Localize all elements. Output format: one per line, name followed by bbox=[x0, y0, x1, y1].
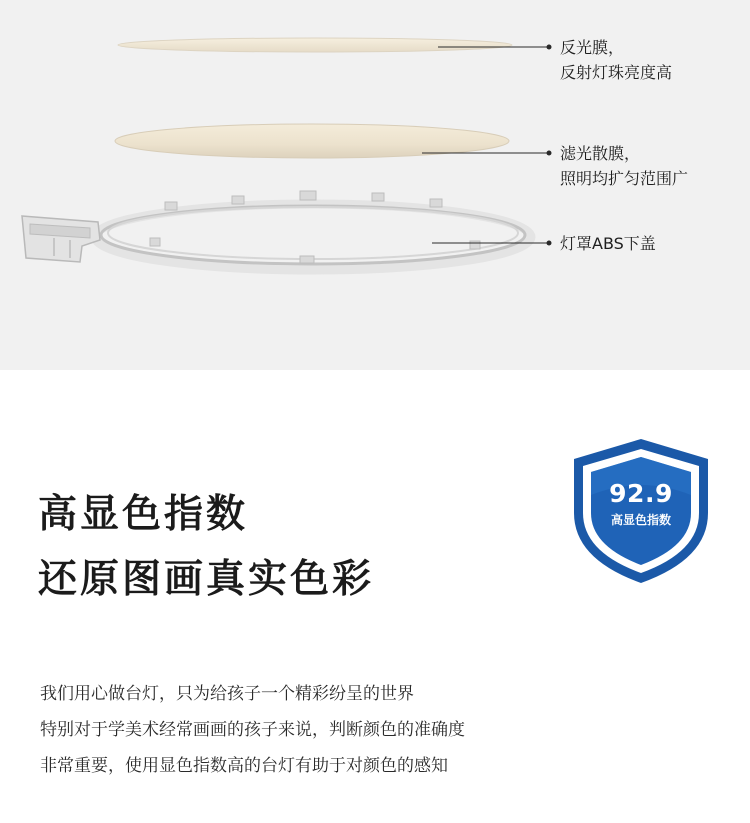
badge-label: 高显色指数 bbox=[610, 513, 671, 527]
abs-cover-ring bbox=[95, 191, 531, 270]
callout-abs-cover bbox=[560, 231, 656, 256]
cover-connector-tab bbox=[22, 216, 100, 262]
callout-reflective-film bbox=[560, 35, 672, 85]
exploded-view bbox=[0, 0, 750, 370]
callout-line: 反射灯珠亮度高 bbox=[560, 63, 673, 82]
description-paragraph bbox=[40, 676, 465, 784]
paragraph-line: 非常重要，使用显色指数高的台灯有助于对颜色的感知 bbox=[40, 756, 448, 776]
paragraph-line: 我们用心做台灯，只为给孩子一个精彩纷呈的世界 bbox=[40, 684, 414, 704]
callout-line: 照明均扩匀范围广 bbox=[560, 169, 689, 188]
headline-line-1: 高显色指数 bbox=[38, 492, 249, 537]
headline-line-2: 还原图画真实色彩 bbox=[38, 557, 375, 602]
callout-line: 反光膜， bbox=[560, 38, 625, 57]
paragraph-line: 特别对于学美术经常画画的孩子来说，判断颜色的准确度 bbox=[40, 720, 465, 740]
badge-value: 92.9 bbox=[609, 479, 673, 508]
callout-line: 滤光散膜， bbox=[560, 144, 641, 163]
callout-diffuser-film bbox=[560, 141, 688, 191]
cri-badge bbox=[566, 435, 716, 587]
callout-line: 灯罩ABS下盖 bbox=[560, 234, 656, 253]
reflective-film bbox=[118, 38, 512, 52]
